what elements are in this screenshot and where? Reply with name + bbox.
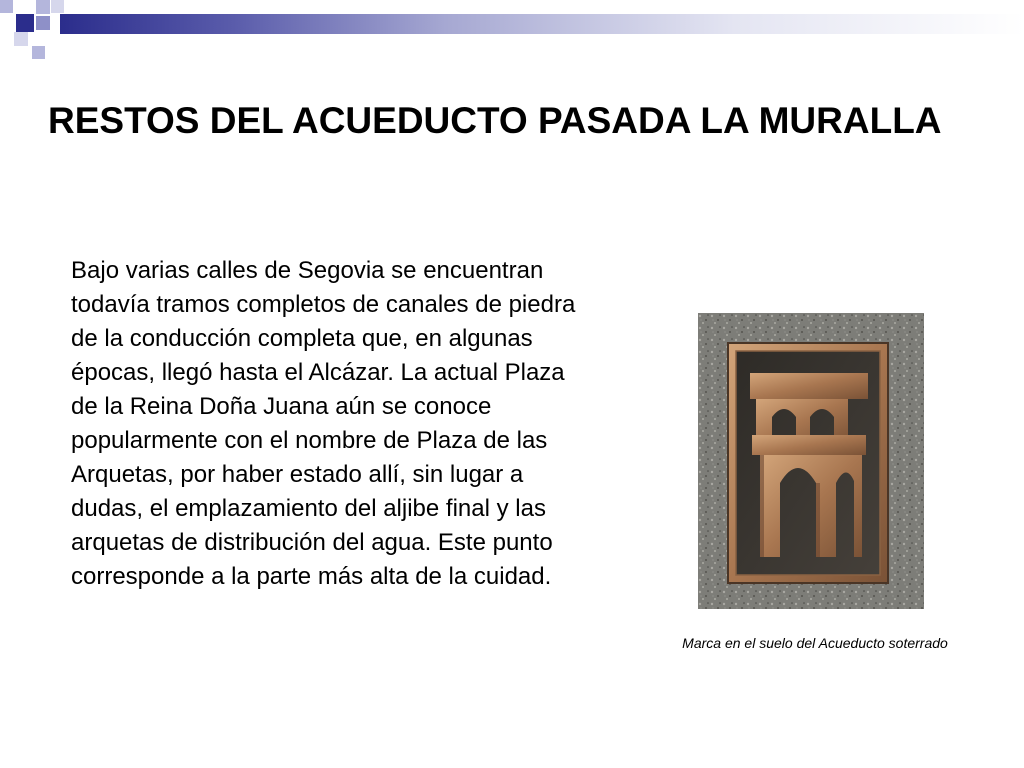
decor-square bbox=[32, 46, 45, 59]
photo-caption: Marca en el suelo del Acueducto soterrado bbox=[682, 635, 948, 651]
decor-square bbox=[36, 16, 50, 30]
slide-title: RESTOS DEL ACUEDUCTO PASADA LA MURALLA bbox=[48, 100, 942, 141]
body-paragraph: Bajo varias calles de Segovia se encuentran todavía tramos completos de canales de piedra de la conducción completa que, en algunas épocas, llegó hasta el Alcázar. La actual Plaza de la Reina Doña Juana aún se conoce popularmente con el nombre de Plaza de las Arquetas, por haber estado allí, sin lugar a dudas, el emplazamiento del aljibe final y las arquetas de distribución del agua. Este punto corresponde a la parte más alta de la cuidad. bbox=[71, 257, 576, 590]
decor-square bbox=[51, 0, 64, 13]
header-gradient-band bbox=[60, 14, 1024, 34]
decor-square bbox=[14, 32, 28, 46]
aqueduct-plaque-photo bbox=[698, 313, 924, 609]
decor-square bbox=[16, 14, 34, 32]
decor-square bbox=[0, 0, 13, 13]
decor-square bbox=[36, 0, 50, 14]
